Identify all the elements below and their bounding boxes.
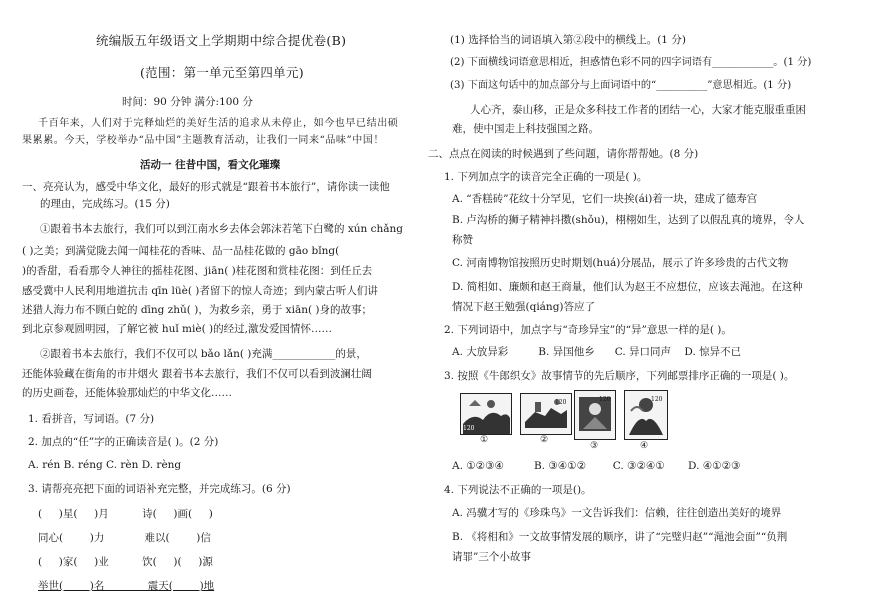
sub-question-1: 1. 看拼音，写词语。(7 分) [28,413,155,425]
q1-line-1: 一、亮亮认为，感受中华文化，最好的形式就是“跟着书本旅行”，请你读一读他 [22,181,390,193]
exam-title: 统编版五年级语文上学期期中综合提优卷(B) [96,33,347,48]
q2-item-4-option-b-1: B. 《将相和》一文故事情发展的顺序，讲了“完璧归赵”“渑池会面”“负荆 [452,531,788,543]
stamp-1 [460,393,512,435]
passage-line-6: 到北京参观圆明园，了解它被 huǐ miè( )的经过,激发爱国情怀…… [22,323,332,335]
stamp-1-value: 120 [463,425,475,432]
q2-item-1-option-b-1: B. 卢沟桥的狮子精神抖擞(shǒu)，栩栩如生，达到了以假乱真的境界，令人 [452,214,805,226]
stamp-4-number: ④ [640,441,649,451]
q1-line-2: 的理由，完成练习。(15 分) [40,198,170,210]
intro-line-2: 果累累。今天，学校举办“品中国”主题教育活动，让我们一同来“品味”中国！ [22,135,385,146]
stamp-2-value: 120 [555,399,567,406]
passage-line-8: 还能体验藏在街角的市井烟火 跟着书本去旅行，我们不仅可以看到波澜壮阔 [22,368,372,380]
exam-meta: 时间：90 分钟 满分:100 分 [122,96,253,108]
passage-line-3: )的香甜，看看那令人神往的摇桂花图、jiān( )桂花图和赏桂花图：到任丘去 [22,265,373,277]
quote-line-2: 难，使中国走上科技强国之路。 [452,123,599,135]
stamp-2-number: ② [540,435,549,445]
quote-line-1: 人心齐，泰山移，正是众多科技工作者的团结一心，大家才能克服重重困 [470,104,806,116]
q2-item-3-options: A. ①②③④ B. ③④①② C. ③②④① D. ④①②③ [452,460,741,472]
passage-line-7: ②跟着书本去旅行，我们不仅可以 bǎo lǎn( )充满____________的景， [40,348,367,360]
sub-question-2: 2. 加点的“任”字的正确读音是( )。(2 分) [28,436,219,448]
sub-question-3: 3. 请帮亮亮把下面的词语补充完整，并完成练习。(6 分) [28,483,291,495]
q2-item-1-option-d-2: 情况下赵王勉强(qiáng)答应了 [452,301,596,313]
sub-q-3: (3) 下面这句话中的加点部分与上面词语中的“__________”意思相近。(1 分) [450,80,792,91]
word-row-3: ( )家( )业 饮( )( )源 [38,556,213,568]
activity-heading: 活动一 往昔中国，看文化璀璨 [140,159,281,171]
q2-item-4-option-b-2: 请罪”三个小故事 [452,551,531,563]
q2-item-1: 1. 下列加点字的读音完全正确的一项是( )。 [444,171,648,183]
stamp-3-value: 120 [599,396,611,403]
passage-line-4: 感受冀中人民利用地道抗击 qīn lüè( )者留下的惊人奇迹；到内蒙古听人们讲 [22,285,378,297]
stamp-4-value: 120 [651,396,663,403]
exam-range: (范围：第一单元至第四单元) [140,65,304,80]
passage-line-9: 的历史画卷，还能体验那灿烂的中华文化…… [22,387,232,399]
stamp-1-number: ① [480,435,489,445]
word-row-1: ( )星( )月 诗( )画( ) [38,508,213,520]
passage-line-5: 述猎人海力布不顾白蛇的 dīng zhǔ( )，为救乡亲，勇于 xiān( )身的故事； [22,304,372,316]
q2-item-1-option-d-1: D. 简相如、廉颇和赵王商量，他们认为赵王不应想位，应该去渑池。在这种 [452,281,803,293]
q2-item-2-options: A. 大放异彩 B. 异国他乡 C. 异口同声 D. 惊异不已 [452,346,742,358]
sub-q-1: (1) 选择恰当的词语填入第②段中的横线上。(1 分) [450,34,686,46]
sub-question-2-options: A. rén B. réng C. rèn D. rèng [28,459,182,471]
q2-item-4: 4. 下列说法不正确的一项是()。 [444,484,592,496]
q2-item-4-option-a: A. 冯骥才写的《珍珠鸟》一文告诉我们：信赖，往往创造出美好的境界 [452,507,782,519]
word-row-4: 举世( )名 震天( )地 [38,580,215,592]
passage-line-1: ①跟着书本去旅行，我们可以到江南水乡去体会郭沫若笔下白鹭的 xún chǎng [40,223,404,235]
section-2-heading: 二、点点在阅读的时候遇到了些问题，请你帮帮她。(8 分) [428,148,699,160]
q2-item-1-option-a: A. “香糕砖”花纹十分罕见，它们一块挨(ái)着一块，建成了德寿宫 [452,193,758,205]
sub-q-2: (2) 下面横线词语意思相近，担惑情色彩不同的四字词语有____________。(1 分) [450,57,812,68]
stamp-3 [574,390,616,440]
stamp-3-number: ③ [590,441,599,451]
q2-item-1-option-b-2: 称赞 [452,234,473,246]
passage-line-2: ( )之美；到满觉陇去闻一闻桂花的香味、品一品桂花做的 gāo bǐng( [22,245,340,257]
word-row-2: 同心( )力 难以( )信 [38,532,211,544]
q2-item-2: 2. 下列词语中，加点字与“奇珍异宝”的“异”意思一样的是( )。 [444,324,732,336]
stamp-2 [520,393,572,435]
stamp-4 [624,390,668,440]
q2-item-1-option-c: C. 河南博物馆按照历史时期划(huá)分展品，展示了许多珍贵的古代文物 [452,257,789,269]
intro-line-1: 千百年来，人们对于完释灿烂的美好生活的追求从未停止，如今也早已结出硕 [38,118,399,129]
q2-item-3: 3. 按照《牛郎织女》故事情节的先后顺序，下列邮票排序正确的一项是( )。 [444,370,795,382]
